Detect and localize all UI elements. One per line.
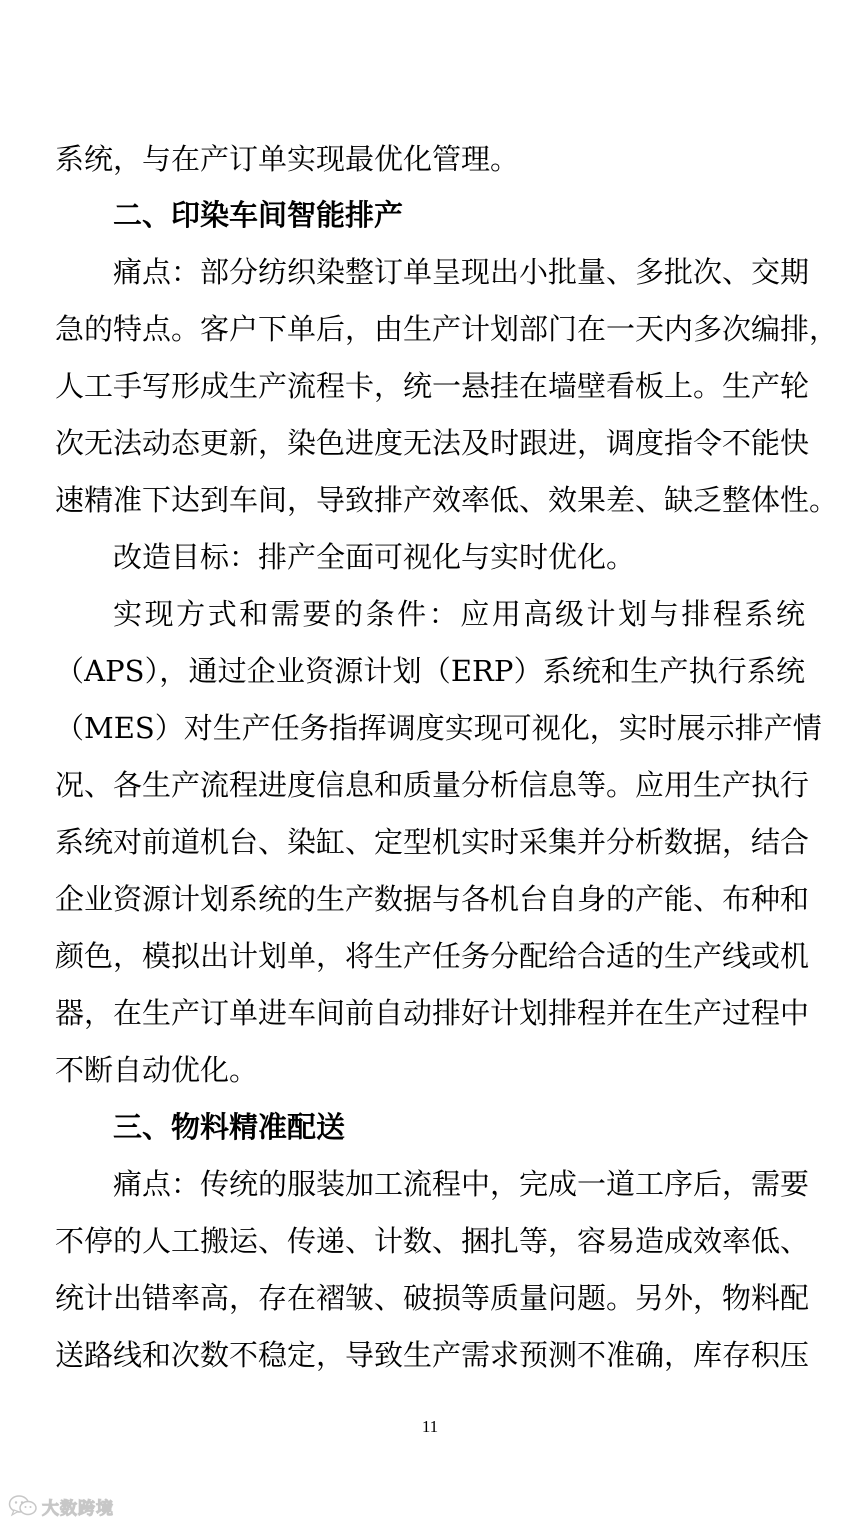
wechat-logo-icon: [8, 1494, 38, 1518]
paragraph-line: （APS），通过企业资源计划（ERP）系统和生产执行系统: [55, 654, 805, 688]
paragraph-line: 次无法动态更新，染色进度无法及时跟进，调度指令不能快: [55, 426, 810, 460]
watermark-text: 大数跨境: [42, 1498, 114, 1519]
paragraph-line: 不停的人工搬运、传递、计数、捆扎等，容易造成效率低、: [55, 1224, 810, 1258]
paragraph-line: 系统对前道机台、染缸、定型机实时采集并分析数据，结合: [55, 825, 810, 859]
paragraph-line: 人工手写形成生产流程卡，统一悬挂在墙壁看板上。生产轮: [55, 369, 810, 403]
paragraph-line: 颜色，模拟出计划单，将生产任务分配给合适的生产线或机: [55, 939, 810, 973]
paragraph-line: 改造目标：排产全面可视化与实时优化。: [113, 540, 636, 574]
paragraph-line: 急的特点。客户下单后，由生产计划部门在一天内多次编排，: [55, 312, 839, 346]
paragraph-line: 企业资源计划系统的生产数据与各机台自身的产能、布种和: [55, 882, 810, 916]
watermark: [8, 1493, 114, 1519]
paragraph-line: 系统，与在产订单实现最优化管理。: [55, 142, 520, 176]
paragraph-line: 实现方式和需要的条件：应用高级计划与排程系统: [113, 597, 805, 631]
paragraph-line: 况、各生产流程进度信息和质量分析信息等。应用生产执行: [55, 768, 810, 802]
paragraph-line: 器，在生产订单进车间前自动排好计划排程并在生产过程中: [55, 996, 810, 1030]
paragraph-line: 统计出错率高，存在褶皱、破损等质量问题。另外，物料配: [55, 1281, 810, 1315]
paragraph-line: （MES）对生产任务指挥调度实现可视化，实时展示排产情: [55, 711, 822, 745]
paragraph-line: 速精准下达到车间，导致排产效率低、效果差、缺乏整体性。: [55, 483, 839, 517]
paragraph-line: 痛点：部分纺织染整订单呈现出小批量、多批次、交期: [113, 255, 810, 289]
section-heading: 二、印染车间智能排产: [113, 198, 404, 232]
paragraph-line: 痛点：传统的服装加工流程中，完成一道工序后，需要: [113, 1167, 810, 1201]
paragraph-line: 送路线和次数不稳定，导致生产需求预测不准确，库存积压: [55, 1338, 810, 1372]
paragraph-line: 不断自动优化。: [55, 1053, 259, 1087]
page-number: 11: [421, 1417, 439, 1436]
section-heading: 三、物料精准配送: [113, 1110, 346, 1144]
